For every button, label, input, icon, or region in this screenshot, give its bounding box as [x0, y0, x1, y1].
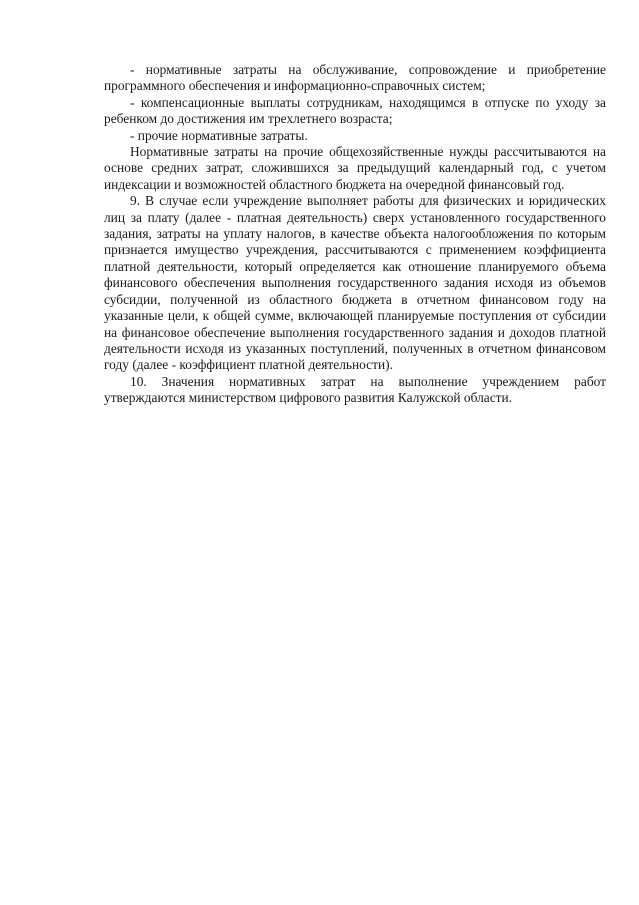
paragraph-general-needs: Нормативные затраты на прочие общехозяйственные нужды рассчитываются на основе средних затрат, сложившихся за предыдущий календарный год, с учетом индексации и возможностей областного бюджета на очередной финансовый год. [104, 144, 606, 192]
paragraph-item-10: 10. Значения нормативных затрат на выполнение учреждением работ утверждаются министерством цифрового развития Калужской области. [104, 373, 606, 406]
paragraph-software-costs: - нормативные затраты на обслуживание, сопровождение и приобретение программного обеспечения и информационно-справочных систем; [104, 62, 606, 94]
paragraph-other-costs: - прочие нормативные затраты. [130, 127, 308, 143]
document-body [104, 62, 606, 407]
paragraph-item-9: 9. В случае если учреждение выполняет работы для физических и юридических лиц за плату (далее - платная деятельность) сверх установленного государственного задания, затраты на уплату налогов, в качестве объекта налогообложения по которым признается имущество учреждения, рассчитываются с применением коэффициента платной деятельности, который определяется как отношение планируемого объема финансового обеспечения выполнения государственного задания исходя из объемов субсидии, полученной из областного бюджета в отчетном финансовом году на указанные цели, к общей сумме, включающей планируемые поступления от субсидии на финансовое обеспечение выполнения государственного задания и доходов платной деятельности исходя из указанных поступлений, полученных в отчетном финансовом году (далее - коэффициент платной деятельности). [104, 193, 606, 373]
paragraph-compensation-payments: - компенсационные выплаты сотрудникам, находящимся в отпуске по уходу за ребенком до достижения им трехлетнего возраста; [104, 94, 606, 127]
